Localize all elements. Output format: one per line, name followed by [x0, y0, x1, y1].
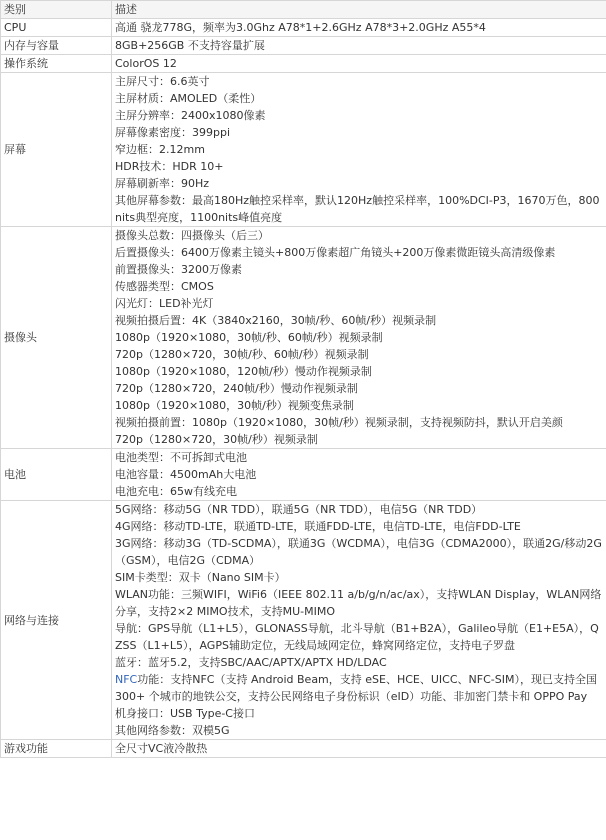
- category-memory: 内存与容量: [1, 37, 112, 55]
- category-battery: 电池: [1, 449, 112, 501]
- spec-line: 闪光灯：LED补光灯: [115, 297, 214, 310]
- spec-line: 传感器类型：CMOS: [115, 280, 214, 293]
- spec-line: 其他网络参数：双模5G: [115, 724, 230, 737]
- spec-line: 720p（1280×720，30帧/秒）视频录制: [115, 433, 318, 446]
- spec-line: WLAN功能：三频WIFI，WiFi6（IEEE 802.11 a/b/g/n/ac/ax），支持WLAN Display，WLAN网络分享，支持2×2 MIMO技术，支持MU-MIMO: [115, 588, 602, 618]
- spec-line: 后置摄像头：6400万像素主镜头+800万像素超广角镜头+200万像素微距镜头高清级像素: [115, 246, 556, 259]
- spec-line: 屏幕刷新率：90Hz: [115, 177, 210, 190]
- spec-line: 主屏尺寸：6.6英寸: [115, 75, 210, 88]
- table-row-battery: [1, 449, 606, 501]
- spec-line: 电池类型：不可拆卸式电池: [115, 451, 247, 464]
- spec-line-nfc: [115, 671, 604, 705]
- spec-line: 摄像头总数：四摄像头（后三）: [115, 229, 269, 242]
- spec-line: 电池充电：65w有线充电: [115, 485, 237, 498]
- spec-line: 720p（1280×720，30帧/秒、60帧/秒）视频录制: [115, 348, 369, 361]
- table-row-memory: [1, 37, 606, 55]
- table-row-screen: [1, 73, 606, 227]
- spec-line: 其他屏幕参数：最高180Hz触控采样率，默认120Hz触控采样率，100%DCI-P3，1670万色，800nits典型亮度，1100nits峰值亮度: [115, 194, 600, 224]
- table-row-network: [1, 501, 606, 740]
- header-description: 描述: [112, 1, 606, 19]
- header-category: 类别: [1, 1, 112, 19]
- spec-line: 机身接口：USB Type-C接口: [115, 707, 255, 720]
- category-os: 操作系统: [1, 55, 112, 73]
- spec-line: 窄边框：2.12mm: [115, 143, 205, 156]
- table-row-gaming: [1, 740, 606, 758]
- table-row-os: [1, 55, 606, 73]
- spec-line: 前置摄像头：3200万像素: [115, 263, 242, 276]
- value-cpu: 高通 骁龙778G，频率为3.0Ghz A78*1+2.6GHz A78*3+2.0GHz A55*4: [112, 19, 606, 37]
- table-header-row: [1, 1, 606, 19]
- category-screen: 屏幕: [1, 73, 112, 227]
- category-camera: 摄像头: [1, 227, 112, 449]
- spec-line: 导航：GPS导航（L1+L5），GLONASS导航，北斗导航（B1+B2A），Galileo导航（E1+E5A），QZSS（L1+L5），AGPS辅助定位，无线局域网定位，蜂窝网络定位，支持电子罗盘: [115, 622, 599, 652]
- value-gaming: 全尺寸VC液冷散热: [112, 740, 606, 758]
- spec-line: HDR技术：HDR 10+: [115, 160, 224, 173]
- nfc-text: 功能：支持NFC（支持 Android Beam，支持 eSE、HCE、UICC、NFC-SIM），现已支持全国 300+ 个城市的地铁公交，支持公民网络电子身份标识（eID）功能、非加密门禁卡和 OPPO Pay: [115, 673, 597, 703]
- spec-line: 电池容量：4500mAh大电池: [115, 468, 257, 481]
- value-network: [112, 501, 606, 740]
- value-battery: [112, 449, 606, 501]
- spec-line: SIM卡类型：双卡（Nano SIM卡）: [115, 571, 286, 584]
- category-cpu: CPU: [1, 19, 112, 37]
- spec-line: 主屏分辨率：2400x1080像素: [115, 109, 266, 122]
- value-screen: [112, 73, 606, 227]
- category-network: 网络与连接: [1, 501, 112, 740]
- spec-line: 主屏材质：AMOLED（柔性）: [115, 92, 262, 105]
- spec-line: 4G网络：移动TD-LTE，联通TD-LTE，联通FDD-LTE，电信TD-LTE，电信FDD-LTE: [115, 520, 521, 533]
- table-row-camera: [1, 227, 606, 449]
- spec-line: 屏幕像素密度：399ppi: [115, 126, 231, 139]
- spec-line: 720p（1280×720，240帧/秒）慢动作视频录制: [115, 382, 358, 395]
- nfc-link[interactable]: NFC: [115, 673, 138, 686]
- spec-line: 视频拍摄前置：1080p（1920×1080，30帧/秒）视频录制，支持视频防抖，默认开启美颜: [115, 416, 563, 429]
- spec-line: 1080p（1920×1080，30帧/秒）视频变焦录制: [115, 399, 354, 412]
- value-os: ColorOS 12: [112, 55, 606, 73]
- category-gaming: 游戏功能: [1, 740, 112, 758]
- spec-line: 蓝牙：蓝牙5.2，支持SBC/AAC/APTX/APTX HD/LDAC: [115, 656, 387, 669]
- table-row-cpu: [1, 19, 606, 37]
- spec-line: 5G网络：移动5G（NR TDD），联通5G（NR TDD），电信5G（NR TDD）: [115, 503, 483, 516]
- spec-line: 1080p（1920×1080，30帧/秒、60帧/秒）视频录制: [115, 331, 383, 344]
- spec-line: 1080p（1920×1080，120帧/秒）慢动作视频录制: [115, 365, 372, 378]
- value-camera: [112, 227, 606, 449]
- spec-line: 视频拍摄后置：4K（3840x2160，30帧/秒、60帧/秒）视频录制: [115, 314, 437, 327]
- spec-line: 3G网络：移动3G（TD-SCDMA），联通3G（WCDMA），电信3G（CDMA2000），联通2G/移动2G（GSM），电信2G（CDMA）: [115, 537, 602, 567]
- value-memory: 8GB+256GB 不支持容量扩展: [112, 37, 606, 55]
